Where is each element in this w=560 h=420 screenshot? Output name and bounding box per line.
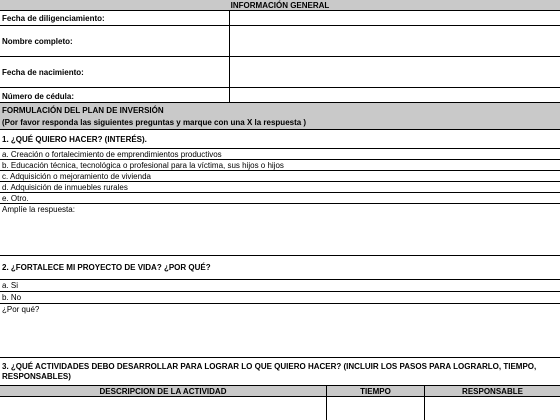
q1-option-d: d. Adquisición de inmuebles rurales bbox=[2, 182, 128, 192]
q1-option-a: a. Creación o fortalecimiento de emprendimientos productivos bbox=[2, 149, 222, 159]
q1-amplify-row[interactable] bbox=[0, 204, 560, 256]
activity-table-row bbox=[0, 397, 560, 420]
q1-amplify-label: Amplíe la respuesta: bbox=[2, 205, 75, 214]
column-header-descripcion: DESCRIPCION DE LA ACTIVIDAD bbox=[0, 386, 327, 396]
field-row-nombre-completo bbox=[0, 26, 560, 57]
question-3-row bbox=[0, 358, 560, 386]
field-row-fecha-diligenciamiento bbox=[0, 11, 560, 26]
question-1-title: 1. ¿QUÉ QUIERO HACER? (INTERÉS). bbox=[2, 134, 147, 144]
q2-option-b: b. No bbox=[2, 293, 22, 302]
plan-header bbox=[0, 103, 560, 130]
field-label-numero-cedula: Número de cédula: bbox=[0, 88, 230, 102]
activity-description-cell[interactable] bbox=[0, 397, 327, 420]
q2-why-label: ¿Por qué? bbox=[2, 305, 40, 314]
field-input-fecha-diligenciamiento[interactable] bbox=[230, 11, 560, 25]
q1-option-row[interactable] bbox=[0, 182, 560, 193]
q1-option-c: c. Adquisición o mejoramiento de vivienda bbox=[2, 171, 151, 181]
field-row-fecha-nacimiento bbox=[0, 57, 560, 88]
q1-option-row[interactable] bbox=[0, 171, 560, 182]
plan-instruction: (Por favor responda las siguientes preguntas y marque con una X la respuesta ) bbox=[2, 117, 307, 127]
activity-table-header bbox=[0, 386, 560, 397]
field-label-nombre-completo: Nombre completo: bbox=[0, 26, 230, 56]
q1-option-row[interactable] bbox=[0, 149, 560, 160]
activity-time-cell[interactable] bbox=[327, 397, 425, 420]
field-label-fecha-diligenciamiento: Fecha de diligenciamiento: bbox=[0, 11, 230, 25]
q1-option-row[interactable] bbox=[0, 193, 560, 204]
q2-option-row[interactable] bbox=[0, 292, 560, 304]
field-label-fecha-nacimiento: Fecha de nacimiento: bbox=[0, 57, 230, 87]
activity-responsible-cell[interactable] bbox=[425, 397, 560, 420]
field-row-numero-cedula bbox=[0, 88, 560, 103]
question-2-row bbox=[0, 256, 560, 280]
q2-option-a: a. Si bbox=[2, 281, 19, 290]
field-input-nombre-completo[interactable] bbox=[230, 26, 560, 56]
column-header-responsable: RESPONSABLE bbox=[462, 386, 523, 396]
q1-option-b: b. Educación técnica, tecnológica o profesional para la víctima, sus hijos o hijos bbox=[2, 160, 284, 170]
question-1-row bbox=[0, 130, 560, 149]
q2-why-row[interactable] bbox=[0, 304, 560, 358]
q2-option-row[interactable] bbox=[0, 280, 560, 292]
question-3-title: 3. ¿QUÉ ACTIVIDADES DEBO DESARROLLAR PARA LOGRAR LO QUE QUIERO HACER? (INCLUIR LOS PASOS PARA LOGRARLO, TIEMPO, RESPONSABLES) bbox=[2, 361, 537, 381]
q1-option-row[interactable] bbox=[0, 160, 560, 171]
general-info-title: INFORMACIÓN GENERAL bbox=[230, 0, 330, 10]
column-header-tiempo: TIEMPO bbox=[327, 386, 425, 396]
question-2-title: 2. ¿FORTALECE MI PROYECTO DE VIDA? ¿POR QUÉ? bbox=[2, 263, 211, 272]
plan-title: FORMULACIÓN DEL PLAN DE INVERSIÓN bbox=[2, 105, 164, 115]
q1-option-e: e. Otro. bbox=[2, 193, 29, 203]
general-info-header bbox=[0, 0, 560, 11]
field-input-fecha-nacimiento[interactable] bbox=[230, 57, 560, 87]
field-input-numero-cedula[interactable] bbox=[230, 88, 560, 102]
